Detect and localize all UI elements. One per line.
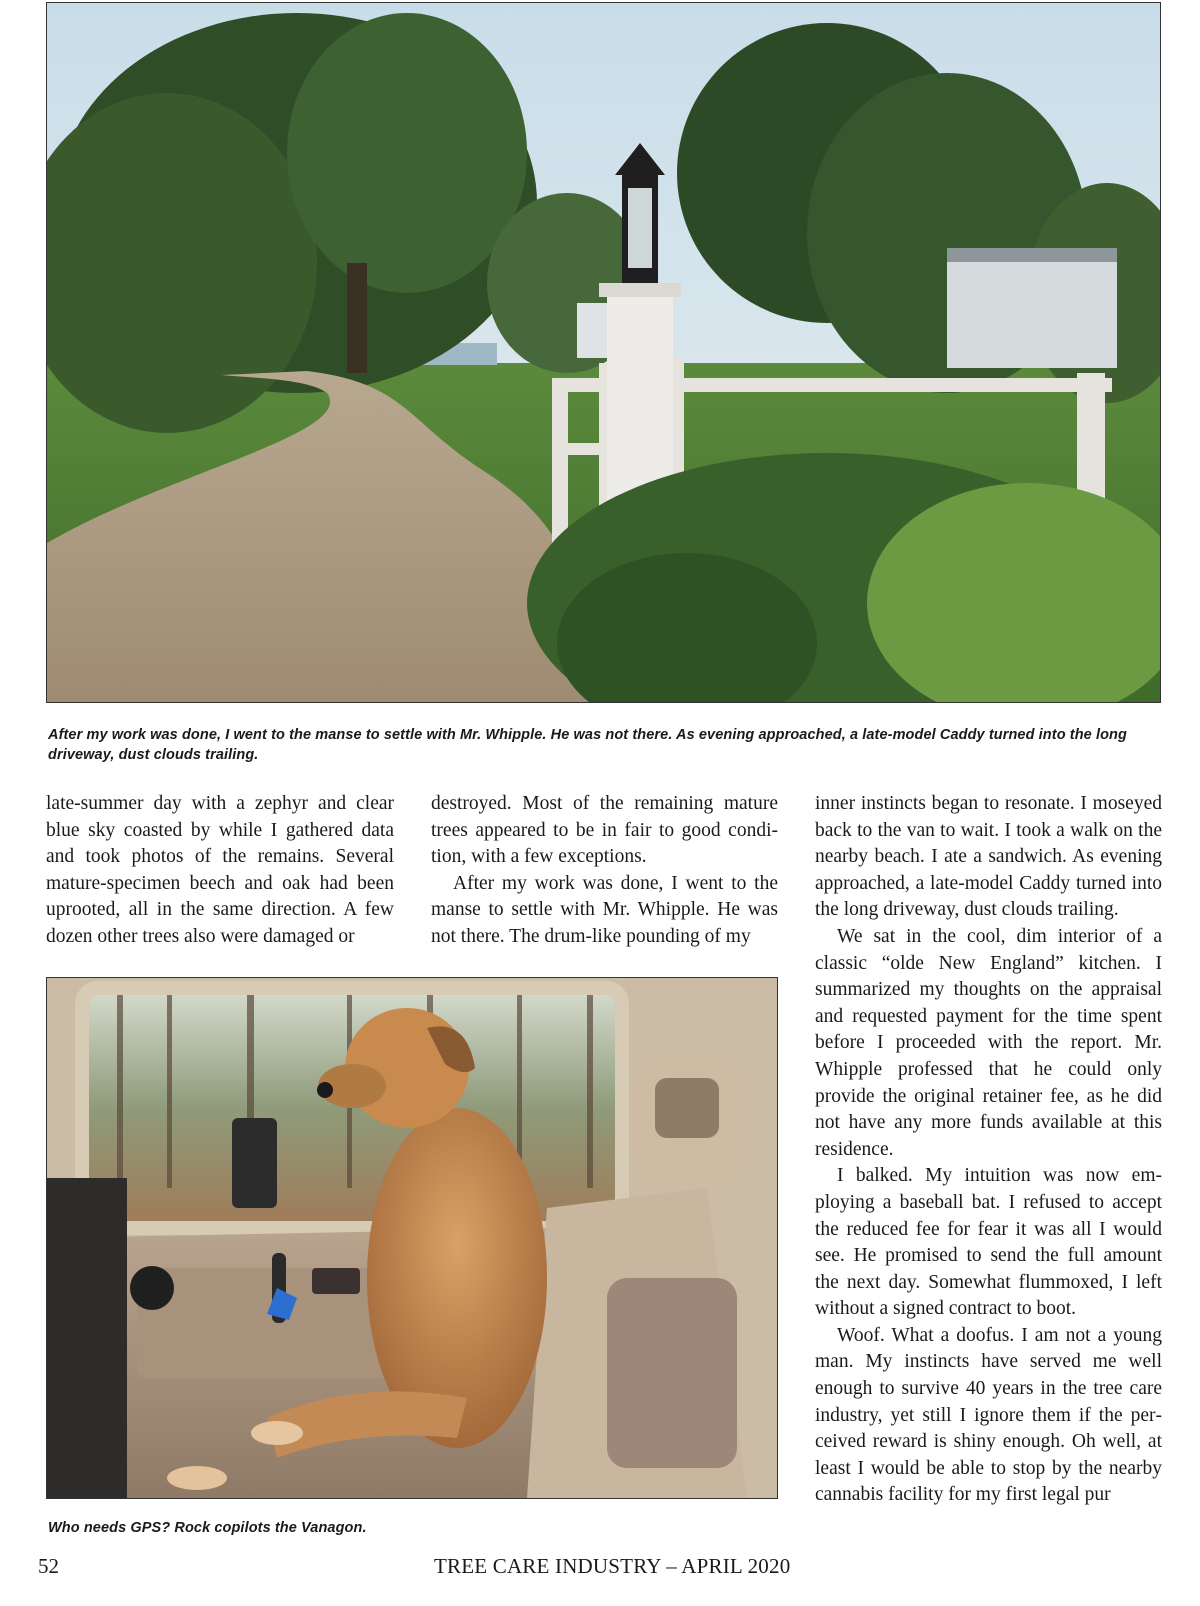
paragraph: destroyed. Most of the remaining mature trees appeared to be in fair to good condition, with a few exceptions.	[431, 793, 778, 868]
running-footer: TREE CARE INDUSTRY – APRIL 2020	[434, 1554, 791, 1578]
photo-driveway	[46, 2, 1161, 703]
paragraph: I balked. My intuition was now employing a baseball bat. I refused to accept the reduced fee for fear it was all I would see. He promised to send the full amount the next day. Somewhat flummoxed, I left without a signed contract to boot.	[815, 1165, 1162, 1320]
text-column-1	[46, 791, 394, 951]
photo-dog-in-van	[46, 977, 778, 1499]
paragraph: late-summer day with a zephyr and clear blue sky coasted by while I gathered data and took photos of the remains. Several mature-specimen beech and oak had been uprooted, all in the same direction. A few dozen other trees also were damaged or	[46, 793, 394, 947]
page-number: 52	[38, 1554, 59, 1578]
text-column-2	[431, 791, 778, 951]
caption-driveway-photo: After my work was done, I went to the manse to settle with Mr. Whipple. He was not there. As evening approached, a late-model Caddy turned into the long driveway, dust clouds trailing.	[48, 727, 1127, 763]
caption-dog-photo: Who needs GPS? Rock copilots the Vanagon.	[48, 1520, 367, 1536]
paragraph: We sat in the cool, dim interior of a classic “olde New England” kitchen. I summarized my thoughts on the appraisal and requested payment for the time spent before I proceeded with the report. Mr. Whipple professed that he could only provide the original retainer fee, as he did not have any more funds available at this residence.	[815, 925, 1162, 1160]
paragraph: After my work was done, I went to the manse to settle with Mr. Whipple. He was not there. The drum-like pounding of my	[431, 872, 778, 947]
paragraph: inner instincts began to resonate. I moseyed back to the van to wait. I took a walk on the nearby beach. I ate a sandwich. As evening approached, a late-model Caddy turned into the long driveway, dust clouds trailing.	[815, 793, 1162, 921]
text-column-3	[815, 791, 1162, 1509]
paragraph: Woof. What a doofus. I am not a young man. My instincts have served me well enough to survive 40 years in the tree care industry, yet still I ignore them if the perceived reward is shiny enough. Oh well, at least I would be able to stop by the nearby cannabis facility for my first legal pur	[815, 1324, 1162, 1506]
